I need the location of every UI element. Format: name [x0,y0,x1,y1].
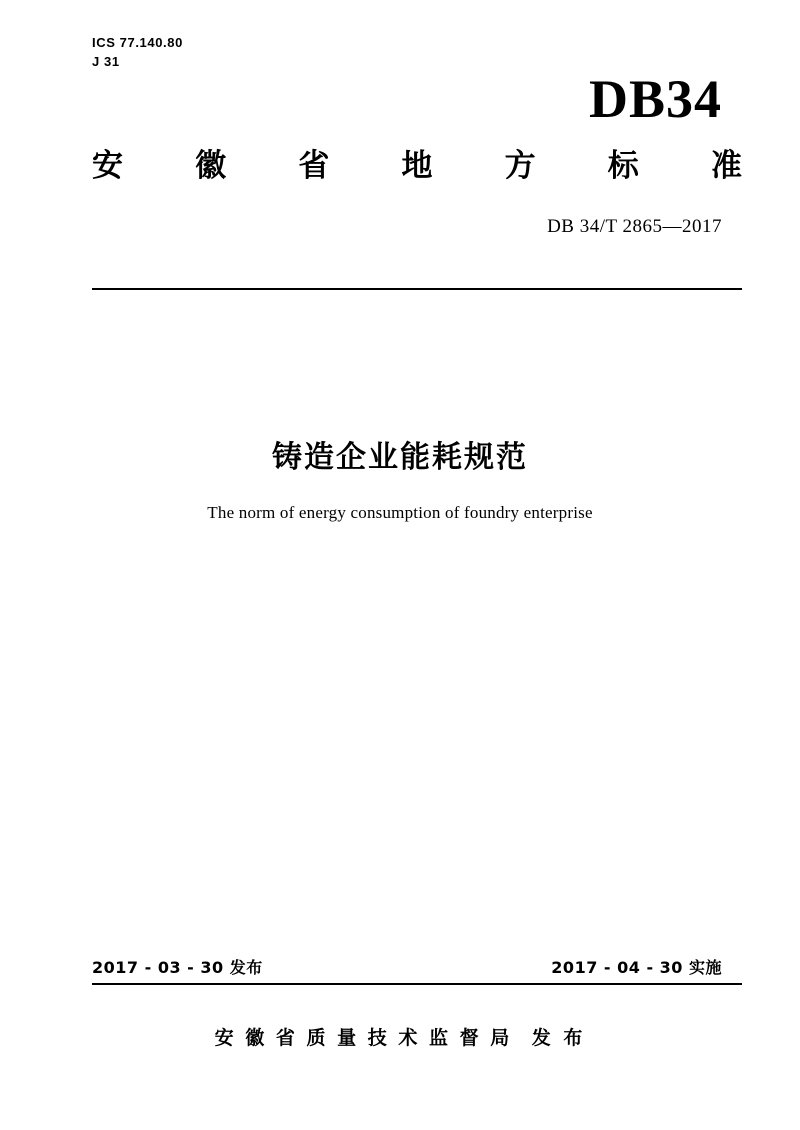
standard-mark: DB34 [588,69,722,129]
ics-code: ICS 77.140.80 [92,35,183,50]
issue-date: 2017 - 03 - 30 发布 [92,958,263,977]
ics-block [92,34,183,72]
document-title-english: The norm of energy consumption of foundry enterprise [207,503,593,522]
province-standard-heading [92,148,742,185]
publisher-line [0,1023,800,1050]
province-char-2: 省 [298,148,330,184]
province-char-0: 安 [92,148,123,184]
publish-verb: 发 布 [531,1027,586,1049]
footer-divider [92,983,742,985]
publisher-name: 安 徽 省 质 量 技 术 监 督 局 [214,1027,512,1049]
province-char-6: 准 [710,148,742,184]
effective-date: 2017 - 04 - 30 实施 [551,958,722,977]
document-title-chinese: 铸造企业能耗规范 [272,440,528,475]
province-char-3: 地 [401,148,433,184]
classification-code: J 31 [92,53,120,69]
province-char-4: 方 [504,148,536,184]
province-char-5: 标 [607,148,639,184]
header-divider [92,288,742,290]
province-char-1: 徽 [195,148,227,184]
standard-number: DB 34/T 2865—2017 [547,216,722,237]
